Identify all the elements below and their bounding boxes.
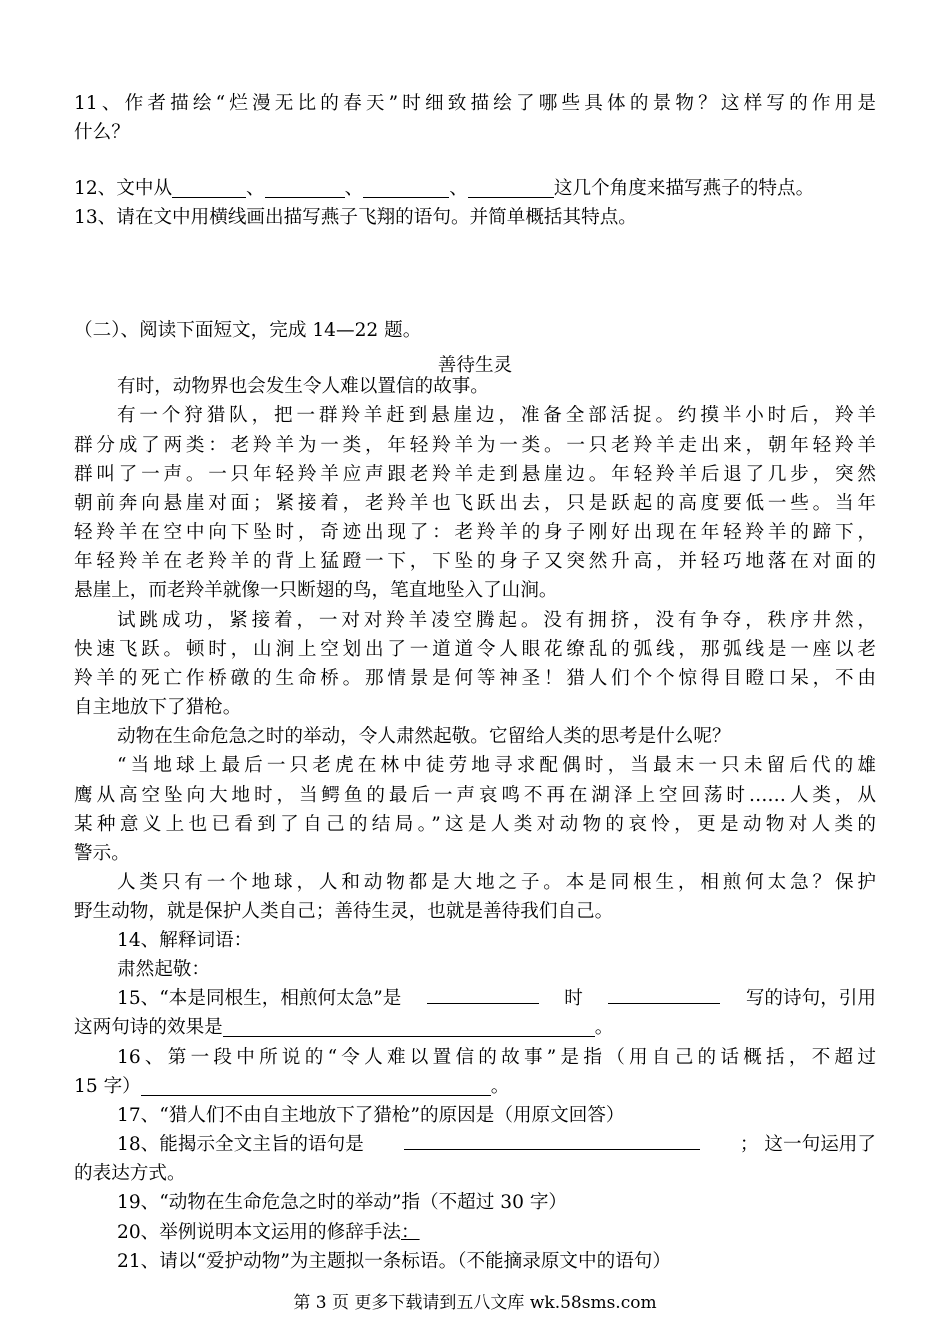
passage-line: 野生动物，就是保护人类自己；善待生灵，也就是善待我们自己。 [74, 901, 614, 922]
passage-line: 朝前奔向悬崖对面；紧接着，老羚羊也飞跃出去，只是跃起的高度要低一些。当年 [74, 493, 876, 514]
passage-line: 人类只有一个地球，人和动物都是大地之子。本是同根生，相煎何太急？保护 [117, 872, 876, 893]
question-21: 21、请以“爱护动物”为主题拟一条标语。（不能摘录原文中的语句） [117, 1251, 671, 1272]
q20-text: 20、举例说明本文运用的修辞手法 [117, 1222, 401, 1243]
passage-line: 自主地放下了猎枪。 [74, 697, 242, 718]
passage-title: 善待生灵 [437, 355, 513, 376]
question-16-line-1: 16、第一段中所说的“令人难以置信的故事”是指（用自己的话概括，不超过 [117, 1047, 876, 1068]
question-14: 14、解释词语： [117, 930, 253, 951]
passage-line: 群分成了两类：老羚羊为一类，年轻羚羊为一类。一只老羚羊走出来，朝年轻羚羊 [74, 435, 876, 456]
passage-line: 有时，动物界也会发生令人难以置信的故事。 [117, 376, 489, 397]
passage-line: 警示。 [74, 843, 130, 864]
passage-line: 羚羊的死亡作桥礅的生命桥。那情景是何等神圣！猎人们个个惊得目瞪口呆，不由 [74, 668, 876, 689]
q16-text: 。 [490, 1076, 510, 1097]
q12-separator: 、 [246, 178, 265, 199]
question-18-line-2: 的表达方式。 [74, 1163, 186, 1184]
q20-colon: ： [400, 1222, 420, 1243]
question-18-line-1 [117, 1129, 876, 1161]
passage-line: 群叫了一声。一只年轻羚羊应声跟老羚羊走到悬崖边。年轻羚羊后退了几步，突然 [74, 464, 876, 485]
q16-text: 15 字） [74, 1076, 141, 1097]
passage-line: 动物在生命危急之时的举动，令人肃然起敬。它留给人类的思考是什么呢？ [117, 726, 731, 747]
question-13: 13、请在文中用横线画出描写燕子飞翔的语句。并简单概括其特点。 [74, 207, 637, 228]
q15-text: 15、“本是同根生，相煎何太急”是 [117, 988, 402, 1009]
question-15-line-2 [74, 1012, 613, 1044]
passage-line: 悬崖上，而老羚羊就像一只断翅的鸟，笔直地坠入了山涧。 [74, 580, 558, 601]
passage-line: 试跳成功，紧接着，一对对羚羊凌空腾起。没有拥挤，没有争夺，秩序井然， [117, 610, 876, 631]
question-15-line-1 [117, 983, 876, 1015]
question-16-line-2 [74, 1071, 509, 1103]
q18-text: ； 这一句运用了 [739, 1134, 876, 1155]
question-11-line-2: 什么？ [74, 122, 130, 143]
q15-text: 这两句诗的效果是 [74, 1017, 223, 1038]
question-19: 19、“动物在生命危急之时的举动”指（不超过 30 字） [117, 1192, 568, 1213]
question-12 [74, 173, 814, 205]
answer-blank[interactable] [223, 1017, 595, 1038]
answer-blank[interactable] [363, 178, 449, 199]
passage-line: 有一个狩猎队，把一群羚羊赶到悬崖边，准备全部活捉。约摸半小时后，羚羊 [117, 405, 876, 426]
question-11-line-1: 11、作者描绘“烂漫无比的春天”时细致描绘了哪些具体的景物？这样写的作用是 [74, 93, 876, 114]
q15-text: 写的诗句，引用 [745, 988, 876, 1009]
passage-line: 年轻羚羊在老羚羊的背上猛蹬一下，下坠的身子又突然升高，并轻巧地落在对面的 [74, 551, 876, 572]
q12-suffix: 这几个角度来描写燕子的特点。 [553, 178, 815, 199]
q15-text: 。 [594, 1017, 614, 1038]
q12-separator: 、 [449, 178, 468, 199]
q12-prefix: 12、文中从 [74, 178, 173, 199]
answer-blank[interactable] [172, 178, 246, 199]
passage-line: 某种意义上也已看到了自己的结局。”这是人类对动物的哀怜，更是动物对人类的 [74, 814, 876, 835]
section-heading: （二）、阅读下面短文，完成 14—22 题。 [74, 320, 422, 341]
question-14-term: 肃然起敬： [117, 959, 210, 980]
passage-line: “当地球上最后一只老虎在林中徒劳地寻求配偶时，当最末一只未留后代的雄 [117, 755, 876, 776]
answer-blank[interactable] [468, 178, 554, 199]
passage-line: 轻羚羊在空中向下坠时，奇迹出现了：老羚羊的身子刚好出现在年轻羚羊的蹄下， [74, 522, 876, 543]
q18-text: 18、能揭示全文主旨的语句是 [117, 1134, 364, 1155]
q15-text: 时 [564, 988, 583, 1009]
question-20 [117, 1217, 420, 1249]
passage-line: 鹰从高空坠向大地时，当鳄鱼的最后一声哀鸣不再在湖泽上空回荡时……人类，从 [74, 785, 876, 806]
answer-blank[interactable] [608, 983, 720, 1004]
answer-blank[interactable] [404, 1129, 700, 1150]
page-footer: 第 3 页 更多下载请到五八文库 wk.58sms.com [293, 1293, 657, 1313]
question-17: 17、“猎人们不由自主地放下了猎枪”的原因是（用原文回答） [117, 1105, 625, 1126]
q12-separator: 、 [344, 178, 364, 199]
passage-line: 快速飞跃。顿时，山涧上空划出了一道道令人眼花缭乱的弧线，那弧线是一座以老 [74, 639, 876, 660]
answer-blank[interactable] [427, 983, 539, 1004]
answer-blank[interactable] [265, 178, 345, 199]
answer-blank[interactable] [141, 1076, 491, 1097]
